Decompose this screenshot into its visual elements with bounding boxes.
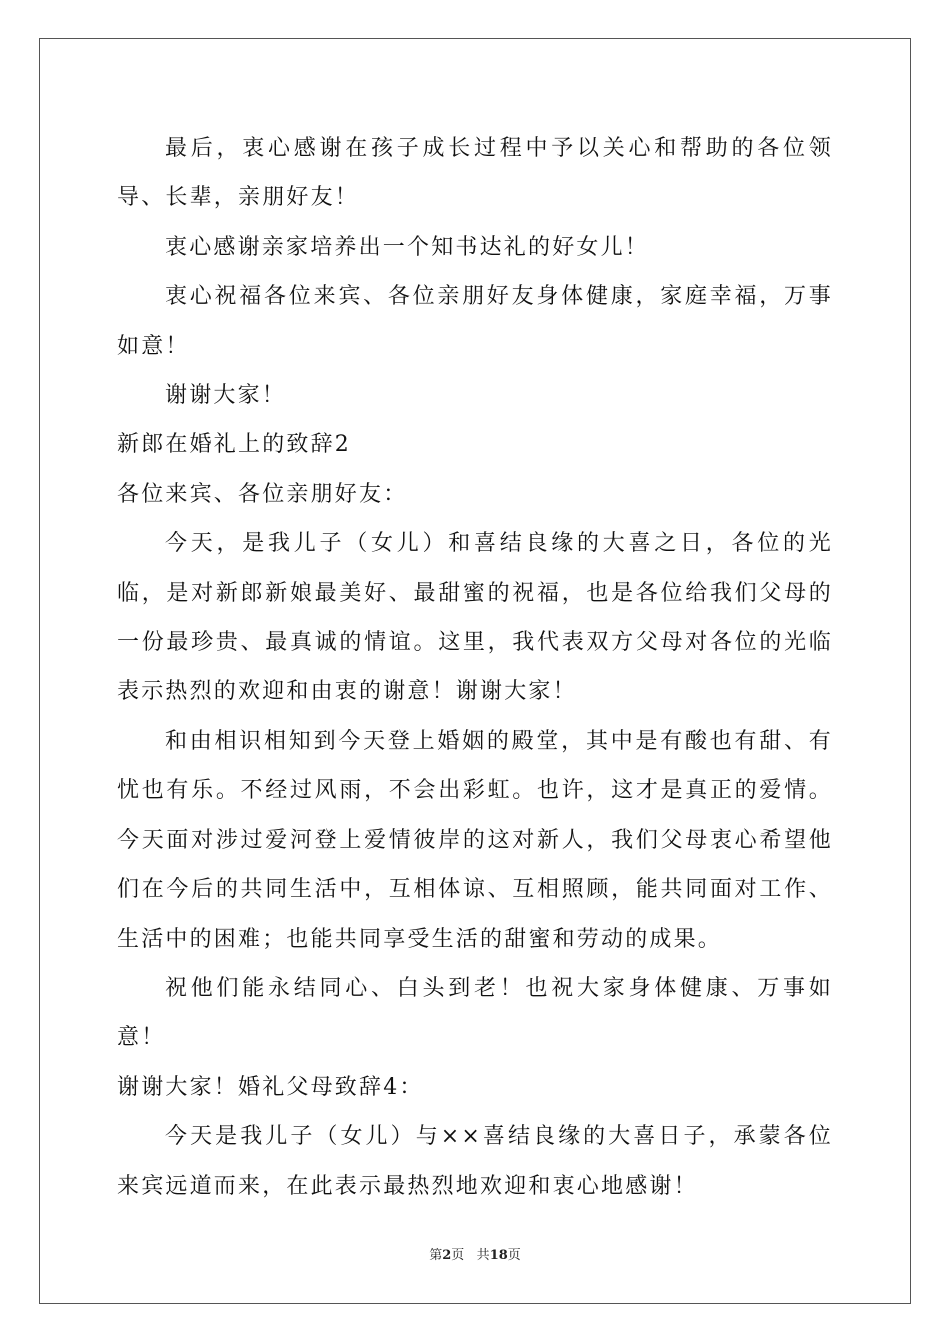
current-page-number: 2 [442, 1248, 452, 1263]
section-heading: 新郎在婚礼上的致辞2 [117, 432, 351, 458]
paragraph-thank-you: 谢谢大家！ [165, 383, 287, 409]
paragraph-opening-4: 今天是我儿子（女儿）与××喜结良缘的大喜日子，承蒙各位来宾远道而来，在此表示最热烈地欢迎和衷心地感谢！ [117, 1124, 833, 1199]
page-footer [0, 1248, 950, 1264]
section-heading-4: 谢谢大家！婚礼父母致辞4： [117, 1074, 424, 1100]
document-body [117, 124, 833, 1211]
footer-page-suffix: 页 [451, 1248, 465, 1263]
salutation: 各位来宾、各位亲朋好友： [117, 481, 408, 507]
paragraph-welcome: 今天，是我儿子（女儿）和喜结良缘的大喜之日，各位的光临，是对新郎新娘最美好、最甜蜜的祝福，也是各位给我们父母的一份最珍贵、最真诚的情谊。这里，我代表双方父母对各位的光临表示热烈的欢迎和由衷的谢意！谢谢大家！ [117, 531, 833, 705]
paragraph-blessing: 衷心祝福各位来宾、各位亲朋好友身体健康，家庭幸福，万事如意！ [117, 284, 833, 359]
footer-total-prefix: 共 [476, 1248, 490, 1263]
paragraph-wishes: 祝他们能永结同心、白头到老！也祝大家身体健康、万事如意！ [117, 975, 833, 1051]
paragraph-love-story: 和由相识相知到今天登上婚姻的殿堂，其中是有酸也有甜、有忧也有乐。不经过风雨，不会出彩虹。也许，这才是真正的爱情。今天面对涉过爱河登上爱情彼岸的这对新人，我们父母衷心希望他们在今后的共同生活中，互相体谅、互相照顾，能共同面对工作、生活中的困难；也能共同享受生活的甜蜜和劳动的成果。 [117, 728, 833, 952]
paragraph-thanks-in-laws: 衷心感谢亲家培养出一个知书达礼的好女儿！ [165, 234, 650, 260]
total-page-count: 18 [489, 1248, 508, 1263]
footer-prefix: 第 [429, 1248, 443, 1263]
paragraph-thanks-elders: 最后，衷心感谢在孩子成长过程中予以关心和帮助的各位领导、长辈，亲朋好友！ [117, 136, 833, 211]
footer-total-suffix: 页 [507, 1248, 521, 1263]
